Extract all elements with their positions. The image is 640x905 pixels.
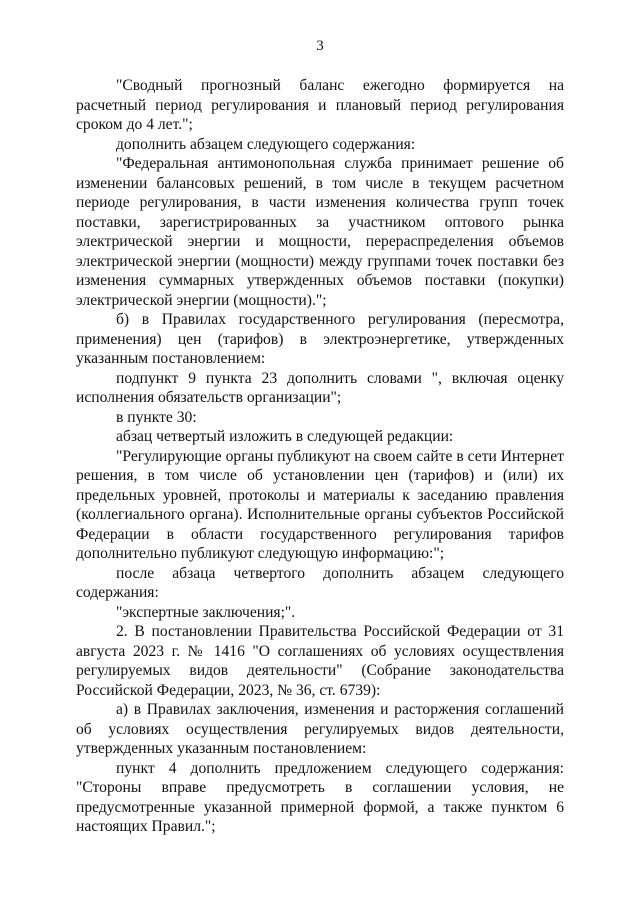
paragraph-add-intro: дополнить абзацем следующего содержания: [116, 135, 416, 153]
paragraph-item-a: а) в Правилах заключения, изменения и расторжения соглашений об условиях осуществления регулируемых видов деятельности, утвержденных указанным постановлением: [76, 701, 564, 757]
paragraph-after-fourth: после абзаца четвертого дополнить абзацем следующего содержания: [76, 564, 564, 601]
paragraph-regulators-publish: "Регулирующие органы публикуют на своем сайте в сети Интернет решения, в том числе об установлении цен (тарифов) и (или) их предельных уровней, протоколы и материалы к заседанию правления (коллегиального органа). Исполнительные органы субъектов Российской Федерации в области государственного регулирования тарифов дополнительно публикуют следующую информацию:"; [76, 447, 564, 562]
document-body [76, 76, 564, 837]
paragraph-expert-conclusions: "экспертные заключения;". [116, 603, 296, 621]
paragraph-item-30: в пункте 30: [116, 408, 197, 426]
paragraph-fas-decision: "Федеральная антимонопольная служба принимает решение об изменении балансовых решений, в том числе в текущем расчетном периоде регулирования, в части изменения количества групп точек поставки, зарегистрированных за участником оптового рынка электрической энергии и мощности, перераспределения объемов электрической энергии (мощности) между группами точек поставки без изменения суммарных утвержденных объемов поставки (покупки) электрической энергии (мощности)."; [76, 155, 564, 309]
page-number: 3 [316, 38, 324, 54]
paragraph-section-2: 2. В постановлении Правительства Российской Федерации от 31 августа 2023 г. № 1416 "О соглашениях об условиях осуществления регулируемых видов деятельности" (Собрание законодательства Российской Федерации, 2023, № 36, ст. 6739): [76, 623, 564, 699]
paragraph-subitem-9: подпункт 9 пункта 23 дополнить словами ", включая оценку исполнения обязательств организации"; [76, 369, 564, 406]
paragraph-balance-term: "Сводный прогнозный баланс ежегодно формируется на расчетный период регулирования и плановый период регулирования сроком до 4 лет."; [76, 77, 564, 133]
paragraph-item-4: пункт 4 дополнить предложением следующего содержания: "Стороны вправе предусмотреть в соглашении условия, не предусмотренные указанной примерной формой, а также пунктом 6 настоящих Правил."; [76, 759, 564, 835]
paragraph-fourth-abzac: абзац четвертый изложить в следующей редакции: [116, 428, 454, 445]
paragraph-item-b: б) в Правилах государственного регулирования (пересмотра, применения) цен (тарифов) в электроэнергетике, утвержденных указанным постановлением: [76, 311, 564, 367]
